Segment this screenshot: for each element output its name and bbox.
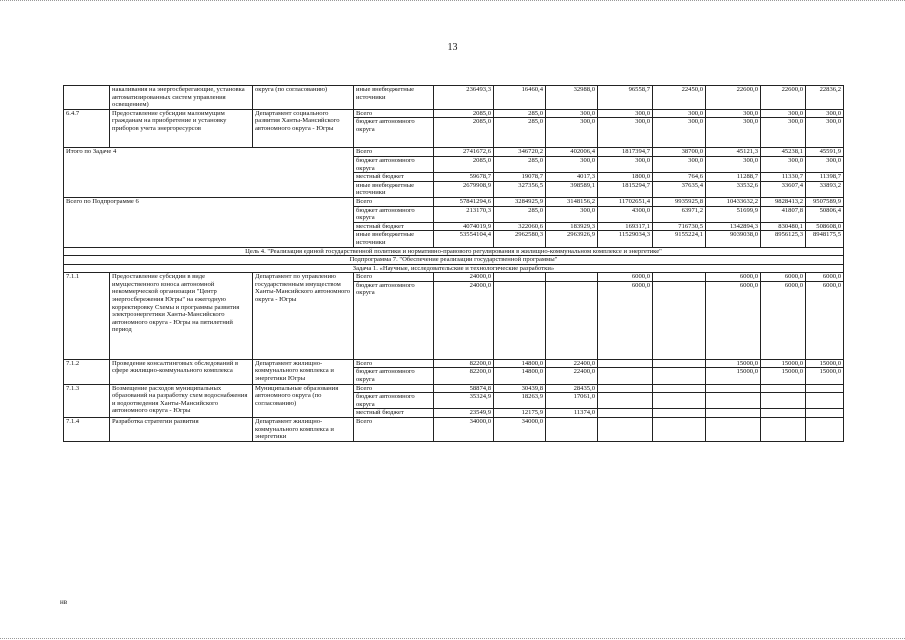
cell-value xyxy=(653,273,706,282)
cell-value: 2085,0 xyxy=(434,118,494,148)
cell-value: 6000,0 xyxy=(598,273,653,282)
cell-value: 4074019,9 xyxy=(434,222,494,231)
scan-bottom-edge xyxy=(0,634,905,639)
cell-value: 8956125,3 xyxy=(761,231,806,247)
cell-value: 22600,0 xyxy=(761,86,806,110)
cell-value: 11702651,4 xyxy=(598,197,653,206)
table-row xyxy=(64,247,844,256)
cell-value xyxy=(546,418,598,442)
cell-value: 10433632,2 xyxy=(706,197,761,206)
cell-value: 6000,0 xyxy=(706,273,761,282)
table-row xyxy=(64,256,844,265)
cell-value: 45591,9 xyxy=(806,148,844,157)
cell-value: 58874,8 xyxy=(434,384,494,393)
cell-value: 1800,0 xyxy=(598,173,653,182)
cell-value: 11398,7 xyxy=(806,173,844,182)
cell-value: 6000,0 xyxy=(706,281,761,359)
cell-value: 6000,0 xyxy=(598,281,653,359)
cell-value: 169317,1 xyxy=(598,222,653,231)
cell-value: 300,0 xyxy=(761,109,806,118)
cell-value: 45238,1 xyxy=(761,148,806,157)
cell-value: 18263,9 xyxy=(494,393,546,409)
cell-value: 8948175,5 xyxy=(806,231,844,247)
cell-value xyxy=(706,418,761,442)
cell-value xyxy=(706,384,761,393)
cell-value: 322060,6 xyxy=(494,222,546,231)
cell-value: 2085,0 xyxy=(434,156,494,172)
footer-mark: нв xyxy=(60,598,68,606)
table-row xyxy=(64,148,844,157)
cell-measure: Предоставление субсидии малоимущим гражданам на приобретение и установку приборов учета энергоресурсов xyxy=(110,109,253,148)
cell-source: иные внебюджетные источники xyxy=(354,231,434,247)
cell-source: местный бюджет xyxy=(354,409,434,418)
cell-code: 7.1.4 xyxy=(64,418,110,442)
cell-code: 7.1.2 xyxy=(64,359,110,384)
cell-value xyxy=(598,418,653,442)
cell-value: 300,0 xyxy=(806,118,844,148)
cell-value: 9155224,1 xyxy=(653,231,706,247)
cell-value xyxy=(653,368,706,384)
budget-table xyxy=(63,85,844,442)
cell-value xyxy=(653,393,706,409)
cell-code xyxy=(64,86,110,110)
cell-value xyxy=(494,273,546,282)
cell-value: 716730,5 xyxy=(653,222,706,231)
cell-value: 57841294,6 xyxy=(434,197,494,206)
cell-source: Всего xyxy=(354,148,434,157)
cell-value xyxy=(598,359,653,368)
cell-value: 15000,0 xyxy=(761,359,806,368)
goal-heading: Цель 4. "Реализация единой государственной политики и нормативно-правового регулирования в жилищно-коммунальном комплексе и энергетике" xyxy=(64,247,844,256)
cell-value: 300,0 xyxy=(546,109,598,118)
cell-source: местный бюджет xyxy=(354,222,434,231)
page-number: 13 xyxy=(447,42,458,53)
cell-value: 2085,0 xyxy=(434,109,494,118)
cell-source: Всего xyxy=(354,384,434,393)
cell-value: 6000,0 xyxy=(806,281,844,359)
cell-value: 34000,0 xyxy=(494,418,546,442)
table-row xyxy=(64,384,844,393)
cell-value: 236493,3 xyxy=(434,86,494,110)
table-row xyxy=(64,109,844,118)
cell-value: 285,0 xyxy=(494,118,546,148)
cell-value: 15000,0 xyxy=(761,368,806,384)
cell-value xyxy=(806,384,844,393)
cell-value: 300,0 xyxy=(761,156,806,172)
cell-value: 24000,0 xyxy=(434,273,494,282)
cell-source: Всего xyxy=(354,197,434,206)
cell-value: 300,0 xyxy=(598,156,653,172)
cell-value: 12175,9 xyxy=(494,409,546,418)
cell-value xyxy=(806,409,844,418)
cell-value xyxy=(653,359,706,368)
cell-value: 11529034,3 xyxy=(598,231,653,247)
cell-value: 22836,2 xyxy=(806,86,844,110)
cell-value: 53554104,4 xyxy=(434,231,494,247)
cell-value: 82200,0 xyxy=(434,359,494,368)
cell-measure: Предоставление субсидии в виде имущественного взноса автономной некоммерческой организации "Центр энергосбережения Югры" на ежегодную корректировку Схемы и программы развития электроэнергетики Ханты-Мансийского автономного округа - Югры на пятилетний период xyxy=(110,273,253,360)
scan-top-edge xyxy=(0,0,905,5)
cell-value: 15000,0 xyxy=(706,368,761,384)
cell-value: 300,0 xyxy=(598,118,653,148)
cell-value xyxy=(494,281,546,359)
cell-value xyxy=(653,409,706,418)
cell-measure: Разработка стратегии развития xyxy=(110,418,253,442)
cell-value: 300,0 xyxy=(706,118,761,148)
cell-value: 15000,0 xyxy=(706,359,761,368)
cell-code: 6.4.7 xyxy=(64,109,110,148)
cell-value: 33532,6 xyxy=(706,181,761,197)
cell-value: 300,0 xyxy=(546,118,598,148)
cell-value: 19078,7 xyxy=(494,173,546,182)
cell-value xyxy=(653,384,706,393)
cell-measure: Возмещение расходов муниципальных образований на разработку схем водоснабжения и водоотведения Ханты-Мансийского автономного округа - Югры xyxy=(110,384,253,417)
cell-value xyxy=(806,418,844,442)
cell-value xyxy=(653,281,706,359)
cell-executor: Муниципальные образования автономного округа (по согласованию) xyxy=(253,384,354,417)
cell-value: 285,0 xyxy=(494,156,546,172)
cell-value: 285,0 xyxy=(494,109,546,118)
cell-value: 3148156,2 xyxy=(546,197,598,206)
cell-code: 7.1.1 xyxy=(64,273,110,360)
cell-value: 63971,2 xyxy=(653,206,706,222)
table-row xyxy=(64,359,844,368)
task-heading: Задача 1. «Научные, исследовательские и технологические разработки» xyxy=(64,264,844,273)
table-row xyxy=(64,264,844,273)
cell-value: 96558,7 xyxy=(598,86,653,110)
cell-value: 33893,2 xyxy=(806,181,844,197)
cell-value: 1342894,3 xyxy=(706,222,761,231)
cell-executor: Департамент социального развития Ханты-Мансийского автономного округа - Югры xyxy=(253,109,354,148)
cell-value: 34000,0 xyxy=(434,418,494,442)
cell-value xyxy=(598,409,653,418)
cell-value: 1817394,7 xyxy=(598,148,653,157)
cell-value: 17061,0 xyxy=(546,393,598,409)
cell-value xyxy=(546,281,598,359)
cell-source: Всего xyxy=(354,359,434,368)
cell-executor: Департамент по управлению государственным имуществом Ханты-Мансийского автономного округа - Югры xyxy=(253,273,354,360)
cell-value: 402006,4 xyxy=(546,148,598,157)
cell-value: 11374,0 xyxy=(546,409,598,418)
cell-value xyxy=(761,418,806,442)
cell-value: 6000,0 xyxy=(761,273,806,282)
cell-source: бюджет автономного округа xyxy=(354,281,434,359)
cell-value: 6000,0 xyxy=(806,273,844,282)
table-row xyxy=(64,418,844,442)
cell-value: 1815294,7 xyxy=(598,181,653,197)
table-row xyxy=(64,86,844,110)
cell-value: 37635,4 xyxy=(653,181,706,197)
cell-source: иные внебюджетные источники xyxy=(354,181,434,197)
cell-value: 2962580,3 xyxy=(494,231,546,247)
cell-source: бюджет автономного округа xyxy=(354,206,434,222)
cell-value: 6000,0 xyxy=(761,281,806,359)
cell-measure: Проведение консалтинговых обследований в сфере жилищно-коммунального комплекса xyxy=(110,359,253,384)
cell-value: 32988,0 xyxy=(546,86,598,110)
cell-value: 213170,3 xyxy=(434,206,494,222)
cell-value: 41807,8 xyxy=(761,206,806,222)
cell-value: 300,0 xyxy=(761,118,806,148)
cell-value: 9935925,8 xyxy=(653,197,706,206)
cell-value: 2679908,9 xyxy=(434,181,494,197)
cell-source: местный бюджет xyxy=(354,173,434,182)
cell-value: 51699,9 xyxy=(706,206,761,222)
cell-value: 30439,8 xyxy=(494,384,546,393)
cell-code: 7.1.3 xyxy=(64,384,110,417)
cell-value: 508608,0 xyxy=(806,222,844,231)
cell-value: 22600,0 xyxy=(706,86,761,110)
cell-value xyxy=(598,368,653,384)
cell-source: Всего xyxy=(354,273,434,282)
cell-source: бюджет автономного округа xyxy=(354,156,434,172)
cell-value xyxy=(761,409,806,418)
cell-value: 9507589,9 xyxy=(806,197,844,206)
cell-value: 183929,3 xyxy=(546,222,598,231)
cell-source: бюджет автономного округа xyxy=(354,368,434,384)
cell-value: 14800,0 xyxy=(494,368,546,384)
cell-value: 285,0 xyxy=(494,206,546,222)
cell-value xyxy=(653,418,706,442)
cell-value: 300,0 xyxy=(706,156,761,172)
cell-value: 830480,1 xyxy=(761,222,806,231)
cell-value: 3284925,9 xyxy=(494,197,546,206)
subprogram-heading: Подпрограмма 7. "Обеспечение реализации государственной программы" xyxy=(64,256,844,265)
cell-executor: Департамент жилищно-коммунального комплекса и энергетики Югры xyxy=(253,359,354,384)
cell-value: 4017,3 xyxy=(546,173,598,182)
cell-value: 300,0 xyxy=(546,156,598,172)
cell-executor: Департамент жилищно-коммунального комплекса и энергетики xyxy=(253,418,354,442)
cell-value: 22400,0 xyxy=(546,368,598,384)
cell-value: 38700,0 xyxy=(653,148,706,157)
cell-source: бюджет автономного округа xyxy=(354,118,434,148)
cell-value: 15000,0 xyxy=(806,359,844,368)
cell-value: 764,6 xyxy=(653,173,706,182)
cell-value: 45121,3 xyxy=(706,148,761,157)
cell-executor: округа (по согласованию) xyxy=(253,86,354,110)
cell-value: 398589,1 xyxy=(546,181,598,197)
cell-value xyxy=(598,384,653,393)
cell-value: 59678,7 xyxy=(434,173,494,182)
cell-value: 300,0 xyxy=(706,109,761,118)
cell-value: 11288,7 xyxy=(706,173,761,182)
cell-value xyxy=(598,393,653,409)
cell-value: 50806,4 xyxy=(806,206,844,222)
cell-value: 16460,4 xyxy=(494,86,546,110)
cell-value: 15000,0 xyxy=(806,368,844,384)
cell-value xyxy=(761,384,806,393)
cell-value: 2963926,9 xyxy=(546,231,598,247)
cell-value: 35324,9 xyxy=(434,393,494,409)
cell-value: 33607,4 xyxy=(761,181,806,197)
cell-value: 82200,0 xyxy=(434,368,494,384)
table-row xyxy=(64,197,844,206)
cell-value: 346720,2 xyxy=(494,148,546,157)
cell-value: 300,0 xyxy=(598,109,653,118)
cell-value: 11330,7 xyxy=(761,173,806,182)
cell-value: 300,0 xyxy=(806,109,844,118)
cell-value: 300,0 xyxy=(653,109,706,118)
cell-value: 300,0 xyxy=(546,206,598,222)
cell-value xyxy=(546,273,598,282)
cell-value: 14800,0 xyxy=(494,359,546,368)
subtotal-label: Всего по Подпрограмме 6 xyxy=(64,197,354,247)
cell-value: 9828413,2 xyxy=(761,197,806,206)
cell-source: Всего xyxy=(354,418,434,442)
cell-value: 300,0 xyxy=(653,118,706,148)
cell-value: 22400,0 xyxy=(546,359,598,368)
cell-value xyxy=(761,393,806,409)
table-row xyxy=(64,273,844,282)
subtotal-label: Итого по Задаче 4 xyxy=(64,148,354,198)
cell-value: 2741672,6 xyxy=(434,148,494,157)
cell-value: 24000,0 xyxy=(434,281,494,359)
cell-value xyxy=(706,393,761,409)
cell-value: 22450,0 xyxy=(653,86,706,110)
cell-value: 4300,0 xyxy=(598,206,653,222)
cell-value: 300,0 xyxy=(653,156,706,172)
cell-value: 9039038,0 xyxy=(706,231,761,247)
cell-value: 300,0 xyxy=(806,156,844,172)
cell-source: бюджет автономного округа xyxy=(354,393,434,409)
cell-source: Всего xyxy=(354,109,434,118)
cell-source: иные внебюджетные источники xyxy=(354,86,434,110)
cell-value: 28435,0 xyxy=(546,384,598,393)
cell-value xyxy=(806,393,844,409)
cell-measure: накаливания на энергосберегающие, установка автоматизированных систем управления освещением) xyxy=(110,86,253,110)
cell-value: 23549,9 xyxy=(434,409,494,418)
cell-value xyxy=(706,409,761,418)
cell-value: 327356,5 xyxy=(494,181,546,197)
